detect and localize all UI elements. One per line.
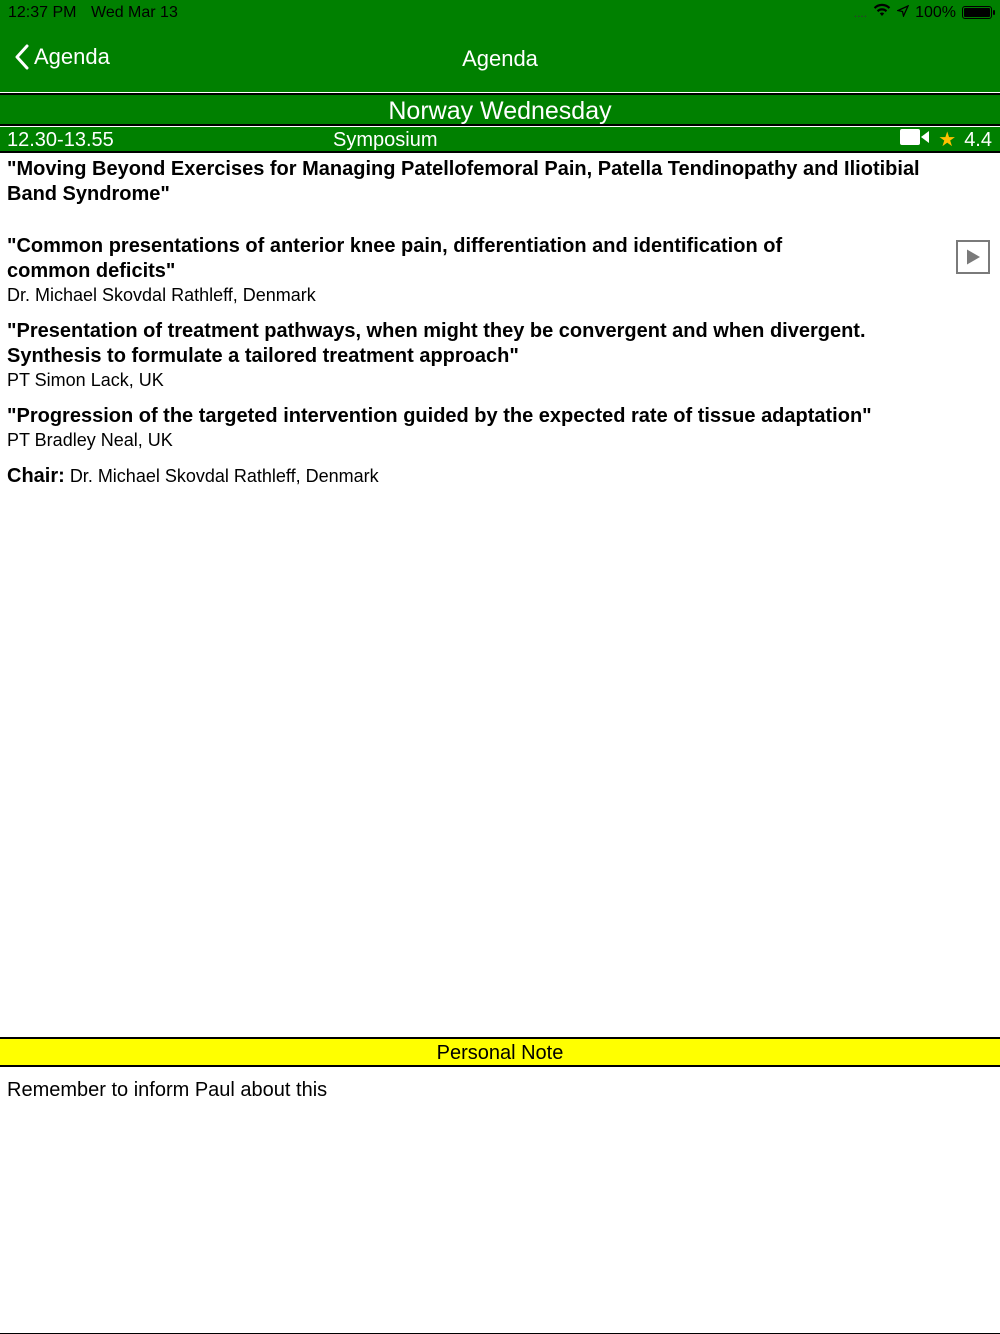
- chair-label: Chair:: [7, 465, 65, 487]
- day-header: Norway Wednesday: [0, 93, 1000, 126]
- status-bar: [0, 0, 1000, 28]
- status-time: 12:37 PM: [8, 4, 77, 21]
- play-video-button[interactable]: [956, 240, 990, 274]
- star-icon: ★: [938, 129, 957, 151]
- video-camera-icon: [900, 127, 930, 153]
- talk-item: [7, 319, 947, 392]
- battery-percent: 100%: [915, 3, 956, 21]
- play-icon: [964, 248, 982, 266]
- chair-line: [7, 464, 947, 488]
- session-type: Symposium: [333, 129, 438, 151]
- session-bar: [0, 127, 1000, 153]
- navigation-bar: [0, 28, 1000, 92]
- talk-title: "Common presentations of anterior knee pain, differentiation and identification of common deficits": [7, 235, 783, 282]
- session-meta: [900, 127, 992, 153]
- personal-note-header: Personal Note: [0, 1037, 1000, 1067]
- location-arrow-icon: [897, 4, 909, 22]
- talk-speaker: Dr. Michael Skovdal Rathleff, Denmark: [7, 285, 316, 305]
- chair-name: Dr. Michael Skovdal Rathleff, Denmark: [69, 466, 379, 486]
- battery-icon: [962, 6, 992, 19]
- status-date: Wed Mar 13: [91, 4, 178, 21]
- talk-speaker: PT Bradley Neal, UK: [7, 430, 173, 450]
- signal-indicator: ....: [853, 5, 868, 20]
- wifi-icon: [873, 3, 891, 22]
- talk-item: [7, 404, 947, 452]
- status-right: [854, 3, 992, 22]
- session-details: [7, 157, 947, 488]
- session-rating: 4.4: [964, 129, 992, 151]
- talk-item: [7, 234, 947, 307]
- page-title: Agenda: [462, 46, 538, 71]
- back-button-label: Agenda: [34, 44, 110, 69]
- personal-note-field[interactable]: Remember to inform Paul about this: [0, 1067, 1000, 1334]
- talk-title: "Progression of the targeted intervention guided by the expected rate of tissue adaptation": [7, 405, 872, 427]
- session-time: 12.30-13.55: [7, 129, 114, 151]
- session-title: "Moving Beyond Exercises for Managing Patellofemoral Pain, Patella Tendinopathy and Iliotibial Band Syndrome": [7, 158, 920, 205]
- talk-speaker: PT Simon Lack, UK: [7, 370, 164, 390]
- talk-title: "Presentation of treatment pathways, when might they be convergent and when divergent. Synthesis to formulate a tailored treatment approach": [7, 320, 866, 367]
